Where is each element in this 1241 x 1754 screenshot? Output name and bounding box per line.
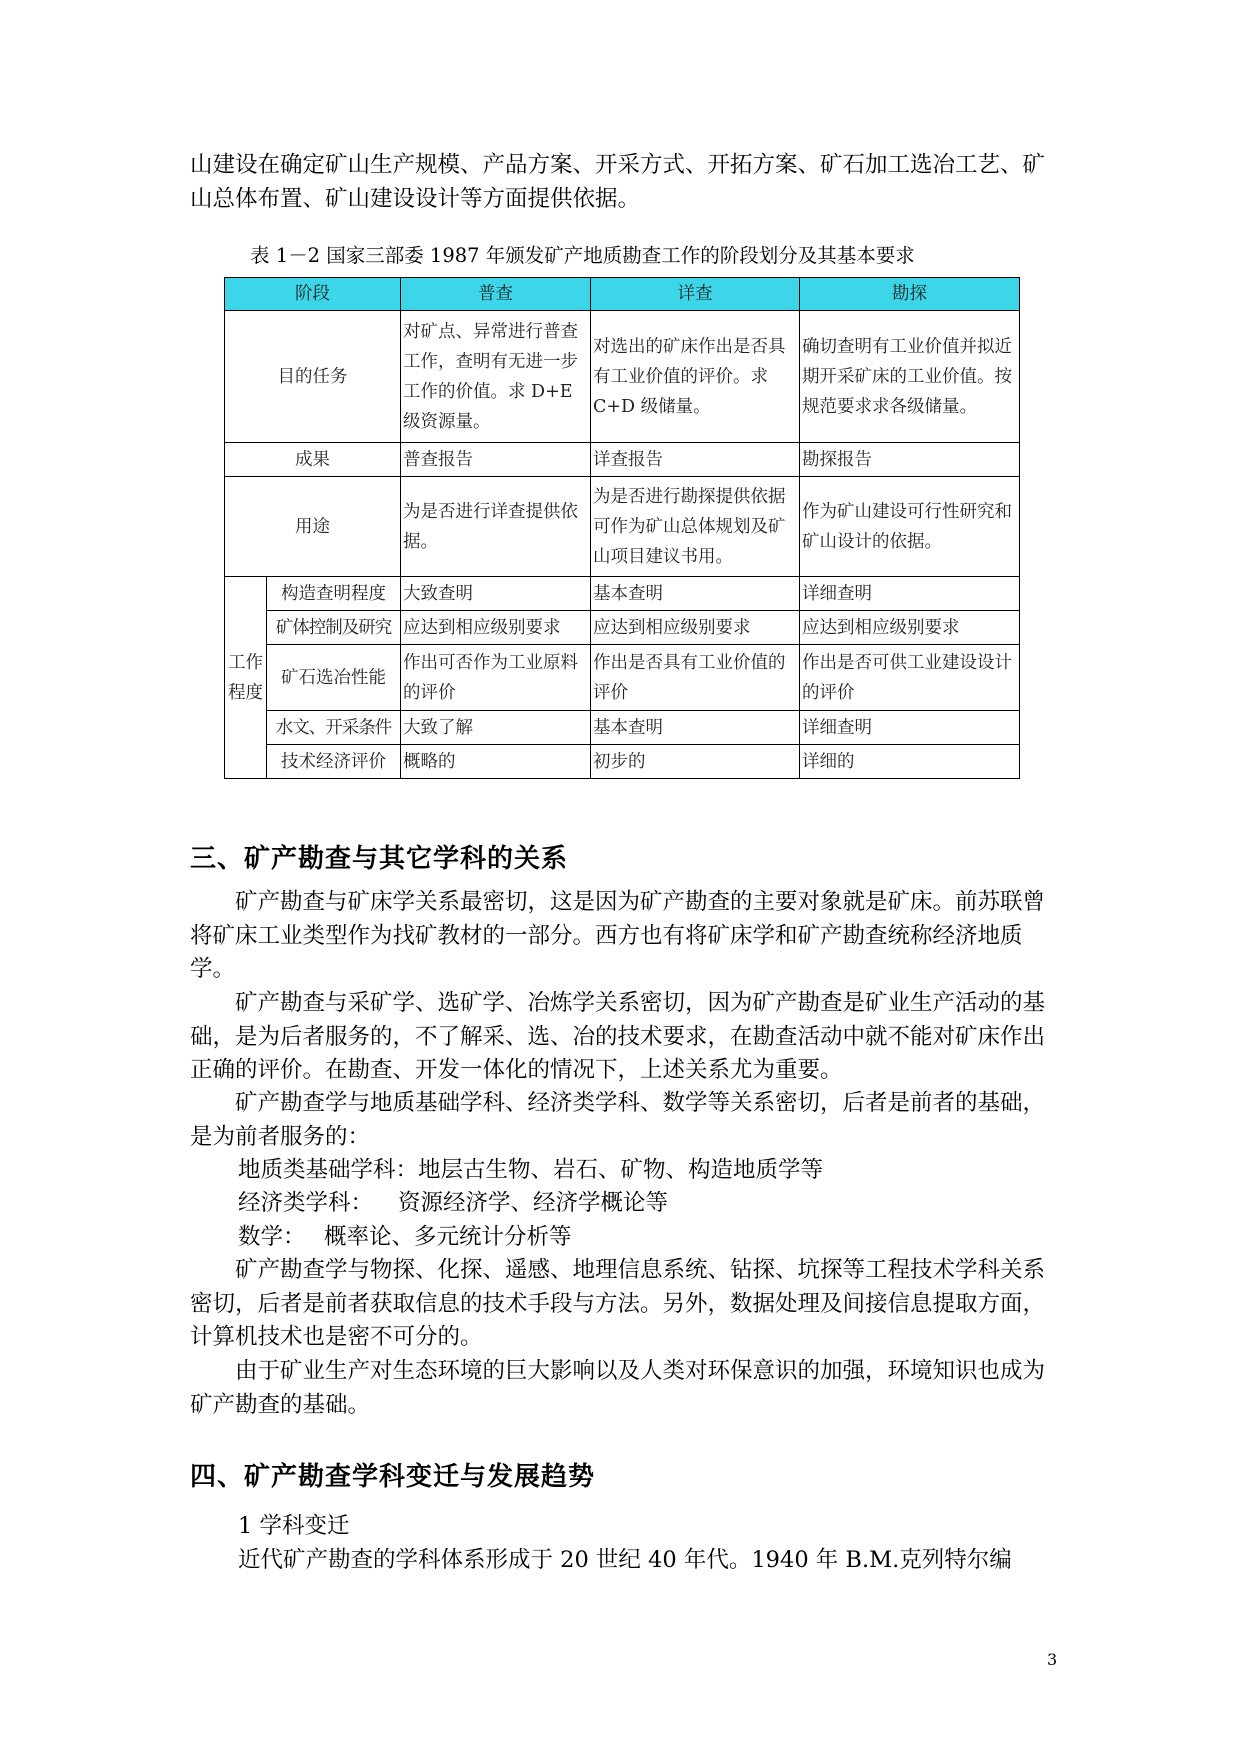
table-cell: 基本查明	[591, 577, 800, 611]
table-header-row	[225, 278, 1020, 311]
stage-requirements-table	[224, 277, 1020, 779]
related-discipline-economics	[238, 1187, 668, 1221]
list-value: 概率论、多元统计分析等	[324, 1224, 572, 1250]
table-cell: 对选出的矿床作出是否具有工业价值的评价。求 C+D 级储量。	[591, 311, 800, 443]
subrow-label: 技术经济评价	[267, 745, 401, 779]
table-cell: 应达到相应级别要求	[401, 611, 591, 645]
subrow-label: 矿石选冶性能	[267, 645, 401, 711]
list-label: 地质类基础学科：	[238, 1157, 419, 1183]
table-cell: 作出是否具有工业价值的评价	[591, 645, 800, 711]
table-cell: 初步的	[591, 745, 800, 779]
related-discipline-geology	[238, 1154, 823, 1188]
subrow-label: 矿体控制及研究	[267, 611, 401, 645]
section-4-heading: 四、矿产勘查学科变迁与发展趋势	[190, 1462, 596, 1492]
table-caption: 表 1－2 国家三部委 1987 年颁发矿产地质勘查工作的阶段划分及其基本要求	[250, 244, 915, 267]
table-row	[225, 611, 1020, 645]
header-general-survey: 普查	[401, 278, 591, 311]
header-detailed-survey: 详查	[591, 278, 800, 311]
subrow-label: 水文、开采条件	[267, 711, 401, 745]
row-label-result: 成果	[225, 443, 401, 477]
intro-paragraph: 山建设在确定矿山生产规模、产品方案、开采方式、开拓方案、矿石加工选冶工艺、矿山总体布置、矿山建设设计等方面提供依据。	[190, 152, 1046, 212]
table-cell: 为是否进行详查提供依据。	[401, 477, 591, 577]
page-number: 3	[1047, 1650, 1058, 1669]
table-cell: 作为矿山建设可行性研究和矿山设计的依据。	[800, 477, 1020, 577]
table-cell: 确切查明有工业价值并拟近期开采矿床的工业价值。按规范要求求各级储量。	[800, 311, 1020, 443]
section-3-paragraph-3: 矿产勘查学与地质基础学科、经济类学科、数学等关系密切，后者是前者的基础，是为前者服务的：	[190, 1090, 1046, 1150]
table-cell: 详细查明	[800, 577, 1020, 611]
row-label-purpose: 目的任务	[225, 311, 401, 443]
list-label: 经济类学科：	[238, 1190, 374, 1216]
section-3-paragraph-2: 矿产勘查与采矿学、选矿学、冶炼学关系密切，因为矿产勘查是矿业生产活动的基础，是为后者服务的，不了解采、选、冶的技术要求，在勘查活动中就不能对矿床作出正确的评价。在勘查、开发一体化的情况下，上述关系尤为重要。	[190, 990, 1046, 1083]
table-cell: 应达到相应级别要求	[800, 611, 1020, 645]
table-cell: 概略的	[401, 745, 591, 779]
table-cell: 详细的	[800, 745, 1020, 779]
related-discipline-math	[238, 1221, 572, 1255]
table-cell: 对矿点、异常进行普查工作，查明有无进一步工作的价值。求 D+E 级资源量。	[401, 311, 591, 443]
list-label: 数学：	[238, 1224, 306, 1250]
subrow-label: 构造查明程度	[267, 577, 401, 611]
table-row	[225, 443, 1020, 477]
list-value: 地层古生物、岩石、矿物、构造地质学等	[418, 1157, 824, 1183]
table-cell: 作出可否作为工业原料的评价	[401, 645, 591, 711]
row-label-usage: 用途	[225, 477, 401, 577]
table-cell: 基本查明	[591, 711, 800, 745]
list-value: 资源经济学、经济学概论等	[398, 1190, 669, 1216]
table-cell: 大致查明	[401, 577, 591, 611]
table-cell: 普查报告	[401, 443, 591, 477]
table-row	[225, 745, 1020, 779]
row-label-work-degree: 工作程度	[225, 577, 267, 779]
section-3-paragraph-4: 矿产勘查学与物探、化探、遥感、地理信息系统、钻探、坑探等工程技术学科关系密切，后者是前者获取信息的技术手段与方法。另外，数据处理及间接信息提取方面，计算机技术也是密不可分的。	[190, 1257, 1046, 1350]
header-stage: 阶段	[225, 278, 401, 311]
section-3-paragraph-1: 矿产勘查与矿床学关系最密切，这是因为矿产勘查的主要对象就是矿床。前苏联曾将矿床工业类型作为找矿教材的一部分。西方也有将矿床学和矿产勘查统称经济地质学。	[190, 889, 1046, 982]
table-cell: 应达到相应级别要求	[591, 611, 800, 645]
table-row	[225, 711, 1020, 745]
section-3-heading: 三、矿产勘查与其它学科的关系	[190, 844, 569, 874]
table-cell: 详细查明	[800, 711, 1020, 745]
section-3-paragraph-5: 由于矿业生产对生态环境的巨大影响以及人类对环保意识的加强，环境知识也成为矿产勘查的基础。	[190, 1358, 1046, 1418]
table-row	[225, 311, 1020, 443]
table-cell: 为是否进行勘探提供依据可作为矿山总体规划及矿山项目建议书用。	[591, 477, 800, 577]
table-row	[225, 577, 1020, 611]
header-exploration: 勘探	[800, 278, 1020, 311]
table-cell: 详查报告	[591, 443, 800, 477]
table-cell: 大致了解	[401, 711, 591, 745]
table-cell: 勘探报告	[800, 443, 1020, 477]
section-4-subheading: 1 学科变迁	[238, 1513, 350, 1539]
table-cell: 作出是否可供工业建设设计的评价	[800, 645, 1020, 711]
table-row	[225, 477, 1020, 577]
section-4-paragraph-1: 近代矿产勘查的学科体系形成于 20 世纪 40 年代。1940 年 B.M.克列特尔编	[238, 1547, 1012, 1573]
table-row	[225, 645, 1020, 711]
